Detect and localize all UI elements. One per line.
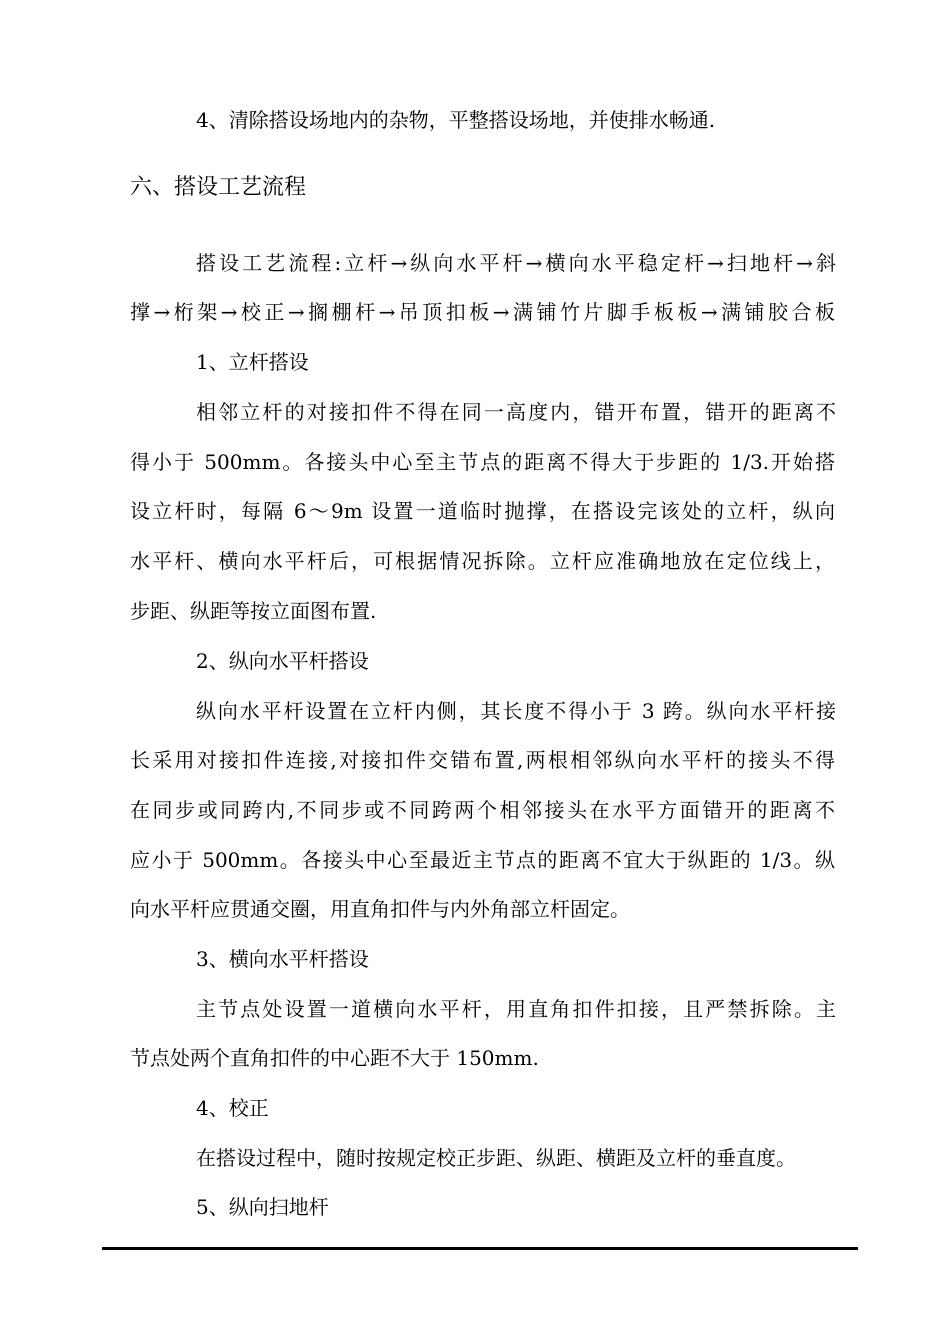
- subsection-4-title: 4、校正: [196, 1096, 269, 1120]
- subsection-1-paragraph-line-1: 相邻立杆的对接扣件不得在同一高度内，错开布置，错开的距离不: [196, 400, 836, 424]
- subsection-2-paragraph-line-1: 纵向水平杆设置在立杆内侧，其长度不得小于 3 跨。纵向水平杆接: [196, 699, 836, 723]
- subsection-1-paragraph-line-3: 设立杆时，每隔 6～9m 设置一道临时抛撑，在搭设完该处的立杆，纵向: [130, 499, 835, 523]
- prep-item-4: 4、清除搭设场地内的杂物，平整搭设场地，并使排水畅通.: [196, 108, 716, 132]
- subsection-2-title: 2、纵向水平杆搭设: [196, 649, 369, 673]
- section-heading: 六、搭设工艺流程: [130, 175, 307, 200]
- subsection-1-paragraph-line-5: 步距、纵距等按立面图布置.: [130, 599, 377, 623]
- subsection-3-paragraph-line-1: 主节点处设置一道横向水平杆，用直角扣件扣接，且严禁拆除。主: [196, 997, 836, 1021]
- flow-intro-line-1: 搭设工艺流程:立杆→纵向水平杆→横向水平稳定杆→扫地杆→斜: [196, 251, 836, 275]
- subsection-4-paragraph-line-1: 在搭设过程中，随时按规定校正步距、纵距、横距及立杆的垂直度。: [196, 1146, 796, 1170]
- subsection-1-title: 1、立杆搭设: [196, 350, 309, 374]
- subsection-5-title: 5、纵向扫地杆: [196, 1195, 329, 1219]
- footer-rule: [102, 1247, 858, 1250]
- subsection-1-paragraph-line-4: 水平杆、横向水平杆后，可根据情况拆除。立杆应准确地放在定位线上，: [130, 549, 835, 573]
- subsection-2-paragraph-line-3: 在同步或同跨内,不同步或不同跨两个相邻接头在水平方面错开的距离不: [130, 798, 835, 822]
- subsection-2-paragraph-line-4: 应小于 500mm。各接头中心至最近主节点的距离不宜大于纵距的 1/3。纵: [130, 848, 835, 872]
- subsection-2-paragraph-line-5: 向水平杆应贯通交圈，用直角扣件与内外角部立杆固定。: [130, 897, 630, 921]
- flow-intro-line-2: 撑→桁架→校正→搁棚杆→吊顶扣板→满铺竹片脚手板板→满铺胶合板: [130, 300, 835, 324]
- subsection-2-paragraph-line-2: 长采用对接扣件连接,对接扣件交错布置,两根相邻纵向水平杆的接头不得: [130, 748, 835, 772]
- subsection-1-paragraph-line-2: 得小于 500mm。各接头中心至主节点的距离不得大于步距的 1/3.开始搭: [130, 450, 835, 474]
- subsection-3-title: 3、横向水平杆搭设: [196, 947, 369, 971]
- subsection-3-paragraph-line-2: 节点处两个直角扣件的中心距不大于 150mm.: [130, 1046, 539, 1070]
